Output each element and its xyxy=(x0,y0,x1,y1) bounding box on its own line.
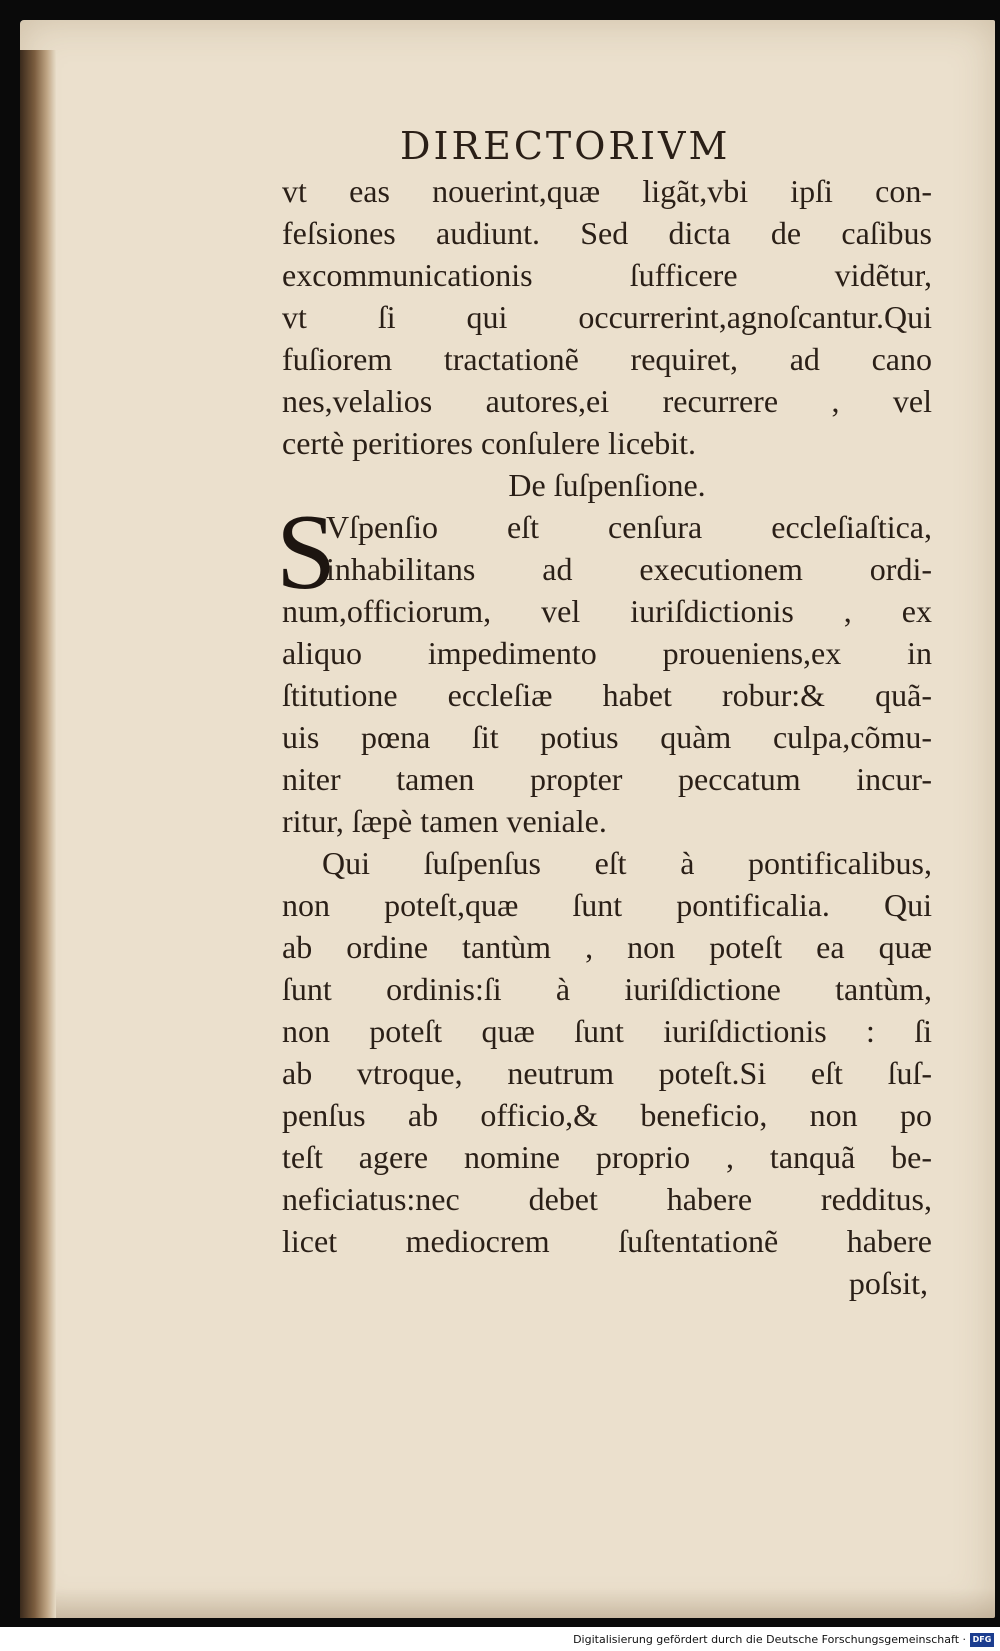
catchword: poſsit, xyxy=(848,1265,928,1301)
para1-line-8: ritur, ſæpè tamen veniale. xyxy=(282,803,607,839)
para1-line-1: Vſpenſio eſt cenſura eccleſiaſtica, xyxy=(326,509,932,545)
para2-line-7: penſus ab officio,& beneficio, non po xyxy=(282,1097,932,1133)
para2-line-2: non poteſt,quæ ſunt pontificalia. Qui xyxy=(282,887,932,923)
para1-line-4: aliquo impedimento proueniens,ex in xyxy=(282,635,932,671)
para2-line-8: teſt agere nomine proprio , tanquã be- xyxy=(282,1139,932,1175)
paragraph-suspensio xyxy=(276,493,932,842)
para2-line-6: ab vtroque, neutrum poteſt.Si eſt ſuſ- xyxy=(282,1055,932,1091)
para2-line-3: ab ordine tantùm , non poteſt ea quæ xyxy=(282,929,932,965)
footer-bar xyxy=(0,1627,1000,1651)
funding-note: Digitalisierung gefördert durch die Deutsche Forschungsgemeinschaft · xyxy=(573,1633,966,1646)
para2-line-1: Qui ſuſpenſus eſt à pontificalibus, xyxy=(322,845,932,881)
section-heading: De ſuſpenſione. xyxy=(508,467,706,503)
paragraph-qui-suspensus xyxy=(282,842,932,1262)
para2-line-4: ſunt ordinis:ſi à iuriſdictione tantùm, xyxy=(282,971,932,1007)
text-line-3: excommunicationis ſufficere vidẽtur, xyxy=(282,257,932,293)
para2-line-5: non poteſt quæ ſunt iuriſdictionis : ſi xyxy=(282,1013,932,1049)
para1-line-5: ſtitutione eccleſiæ habet robur:& quã- xyxy=(282,677,932,713)
text-line-4: vt ſi qui occurrerint,agnoſcantur.Qui xyxy=(282,299,932,335)
dfg-logo: DFG xyxy=(970,1633,994,1647)
page-shadow xyxy=(56,1588,995,1618)
running-head: DIRECTORIVM xyxy=(400,124,731,168)
para1-line-3: num,officiorum, vel iuriſdictionis , ex xyxy=(282,593,932,629)
drop-cap: S xyxy=(276,493,337,612)
para1-line-2: inhabilitans ad executionem ordi- xyxy=(326,551,932,587)
book-spine-edge xyxy=(20,50,56,1618)
para1-line-6: uis pœna ſit potius quàm culpa,cõmu- xyxy=(282,719,932,755)
text-line-2: feſsiones audiunt. Sed dicta de caſibus xyxy=(282,215,932,251)
text-line-6: nes,velalios autores,ei recurrere , vel xyxy=(282,383,932,419)
text-line-5: fuſiorem tractationẽ requiret, ad cano xyxy=(282,341,932,377)
text-block xyxy=(276,170,932,1304)
text-line-1: vt eas nouerint,quæ ligãt,vbi ipſi con- xyxy=(282,173,932,209)
para2-line-9: neficiatus:nec debet habere redditus, xyxy=(282,1181,932,1217)
para1-line-7: niter tamen propter peccatum incur- xyxy=(282,761,932,797)
para2-line-10: licet mediocrem ſuſtentationẽ habere xyxy=(282,1223,932,1259)
text-line-7: certè peritiores conſulere licebit. xyxy=(282,425,697,461)
